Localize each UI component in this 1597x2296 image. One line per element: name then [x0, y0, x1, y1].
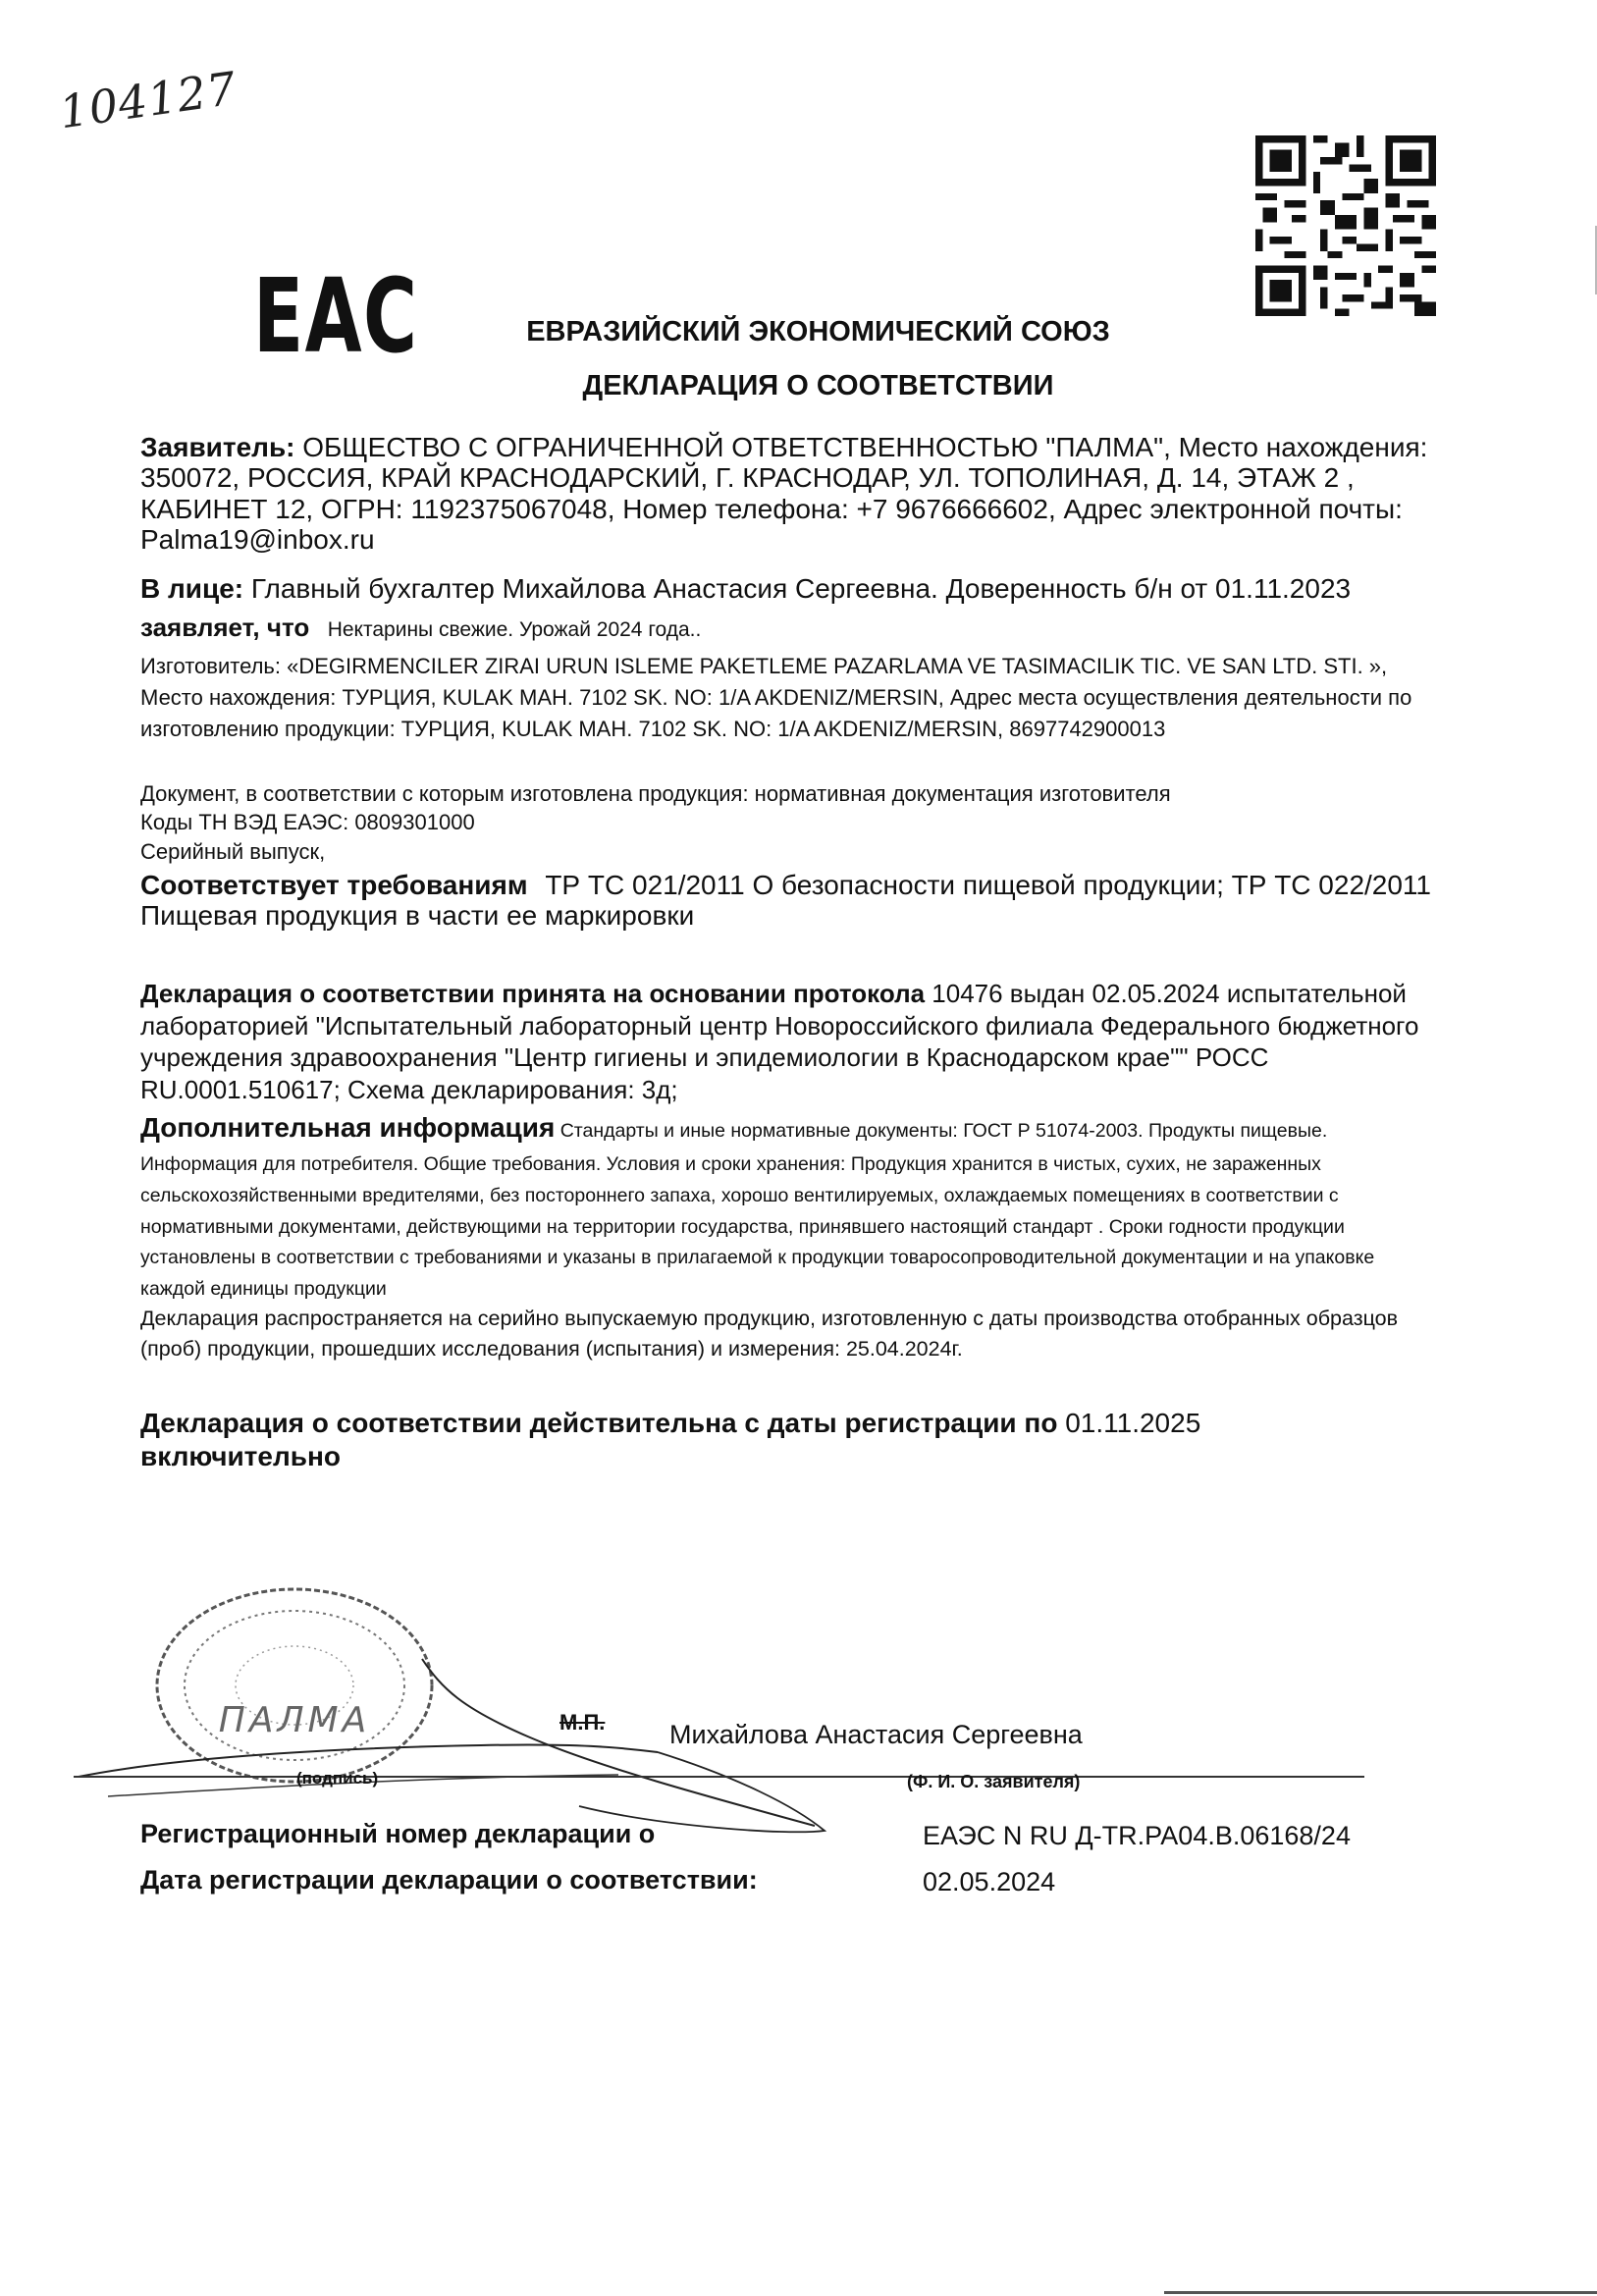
handwritten-number: 104127: [56, 61, 240, 139]
declares-label: заявляет, что: [140, 613, 310, 642]
registration-number-value: ЕАЭС N RU Д-TR.РА04.В.06168/24: [923, 1821, 1351, 1850]
validity-section: [140, 1407, 1436, 1472]
declaration-title: ДЕКЛАРАЦИЯ О СООТВЕТСТВИИ: [582, 370, 1054, 401]
union-title: ЕВРАЗИЙСКИЙ ЭКОНОМИЧЕСКИЙ СОЮЗ: [526, 316, 1110, 347]
scan-bottom-line: [1164, 2291, 1597, 2294]
seal-text: ПАЛМА: [218, 1700, 371, 1740]
conformity-text: ТР ТС 021/2011 О безопасности пищевой продукции; ТР ТС 022/2011 Пищевая продукция в части ее маркировки: [140, 870, 1431, 932]
additional-section: [140, 1105, 1436, 1305]
signer-name: Михайлова Анастасия Сергеевна: [669, 1720, 1083, 1749]
representative-text: Главный бухгалтер Михайлова Анастасия Сергеевна. Доверенность б/н от 01.11.2023: [250, 573, 1352, 604]
applicant-text: ОБЩЕСТВО С ОГРАНИЧЕННОЙ ОТВЕТСТВЕННОСТЬЮ "ПАЛМА", Место нахождения: 350072, РОССИЯ, КРАЙ КРАСНОДАРСКИЙ, Г. КРАСНОДАР, УЛ. ТОПОЛИНАЯ, Д. 14, ЭТАЖ 2 , КАБИНЕТ 12, ОГРН: 1192375067048, Номер телефона: +7 9676666602, Адрес электронной почты: Palma19@inbox.ru: [140, 432, 1428, 556]
qr-code-icon: [1255, 135, 1436, 316]
additional-extension: Декларация распространяется на серийно выпускаемую продукцию, изготовленную с даты производства отобранных образцов (проб) продукции, прошедших исследования (испытания) и измерения: 25.04.2024г.: [140, 1307, 1399, 1361]
signature-caption: (подпись): [296, 1769, 379, 1788]
codes-line: Коды ТН ВЭД ЕАЭС: 0809301000: [140, 810, 475, 834]
declares-text: Нектарины свежие. Урожай 2024 года..: [327, 618, 702, 641]
applicant-label: Заявитель:: [140, 432, 295, 462]
validity-label: Декларация о соответствии действительна с даты регистрации по: [140, 1408, 1058, 1438]
eac-logo: EAC: [253, 256, 419, 376]
representative-section: [140, 573, 1436, 604]
declares-section: [140, 614, 1436, 642]
document-line: Документ, в соответствии с которым изготовлена продукция: нормативная документация изготовителя: [140, 781, 1171, 806]
serial-line: Серийный выпуск,: [140, 839, 326, 864]
validity-suffix: включительно: [140, 1440, 341, 1471]
conformity-section: [140, 870, 1436, 932]
conformity-label: Соответствует требованиям: [140, 870, 528, 900]
manufacturer-text: «DEGIRMENCILER ZIRAI URUN ISLEME PAKETLEME PAZARLAMA VE TASIMACILIK TIC. VE SAN LTD. STI. », Место нахождения: ТУРЦИЯ, KULAK MAH. 7102 SK. NO: 1/A AKDENIZ/MERSIN, Адрес места осуществления деятельности по изготовлению продукции: ТУРЦИЯ, KULAK MAH. 7102 SK. NO: 1/A AKDENIZ/MERSIN, 8697742900013: [140, 654, 1412, 741]
validity-date: 01.11.2025: [1065, 1408, 1201, 1438]
protocol-label: Декларация о соответствии принята на основании протокола: [140, 979, 926, 1008]
manufacturer-section: [140, 651, 1436, 745]
applicant-section: [140, 432, 1436, 555]
additional-text: Стандарты и иные нормативные документы: ГОСТ Р 51074-2003. Продукты пищевые. Информация для потребителя. Общие требования. Условия и сроки хранения: Продукция хранится в чистых, сухих, не зараженных сельскохозяйственными вредителями, без постороннего запаха, хорошо вентилируемых, охлаждаемых помещениях в соответствии с нормативными документами, действующими на территории государства, принявшего настоящий стандарт . Сроки годности продукции установлены в соответствии с требованиями и указаны в прилагаемой к продукции товаросопроводительной документации и на упаковке каждой единицы продукции: [140, 1120, 1375, 1300]
additional-label: Дополнительная информация: [140, 1112, 556, 1143]
registration-number-label: Регистрационный номер декларации о: [140, 1819, 656, 1848]
fio-caption: (Ф. И. О. заявителя): [907, 1772, 1081, 1791]
registration-date-value: 02.05.2024: [923, 1867, 1056, 1896]
registration-date-label: Дата регистрации декларации о соответствии:: [140, 1865, 758, 1895]
representative-label: В лице:: [140, 573, 244, 604]
protocol-section: [140, 978, 1436, 1105]
signature-line: [74, 1776, 1364, 1778]
protocol-text: 10476 выдан 02.05.2024 испытательной лабораторией "Испытательный лабораторный центр Новороссийского филиала Федерального бюджетного учреждения здравоохранения "Центр гигиены и эпидемиологии в Краснодарском крае"" РОСС RU.0001.510617; Схема декларирования: 3д;: [140, 979, 1419, 1104]
stamp-mark: М.П.: [559, 1710, 606, 1735]
manufacturer-label: Изготовитель:: [140, 654, 281, 678]
